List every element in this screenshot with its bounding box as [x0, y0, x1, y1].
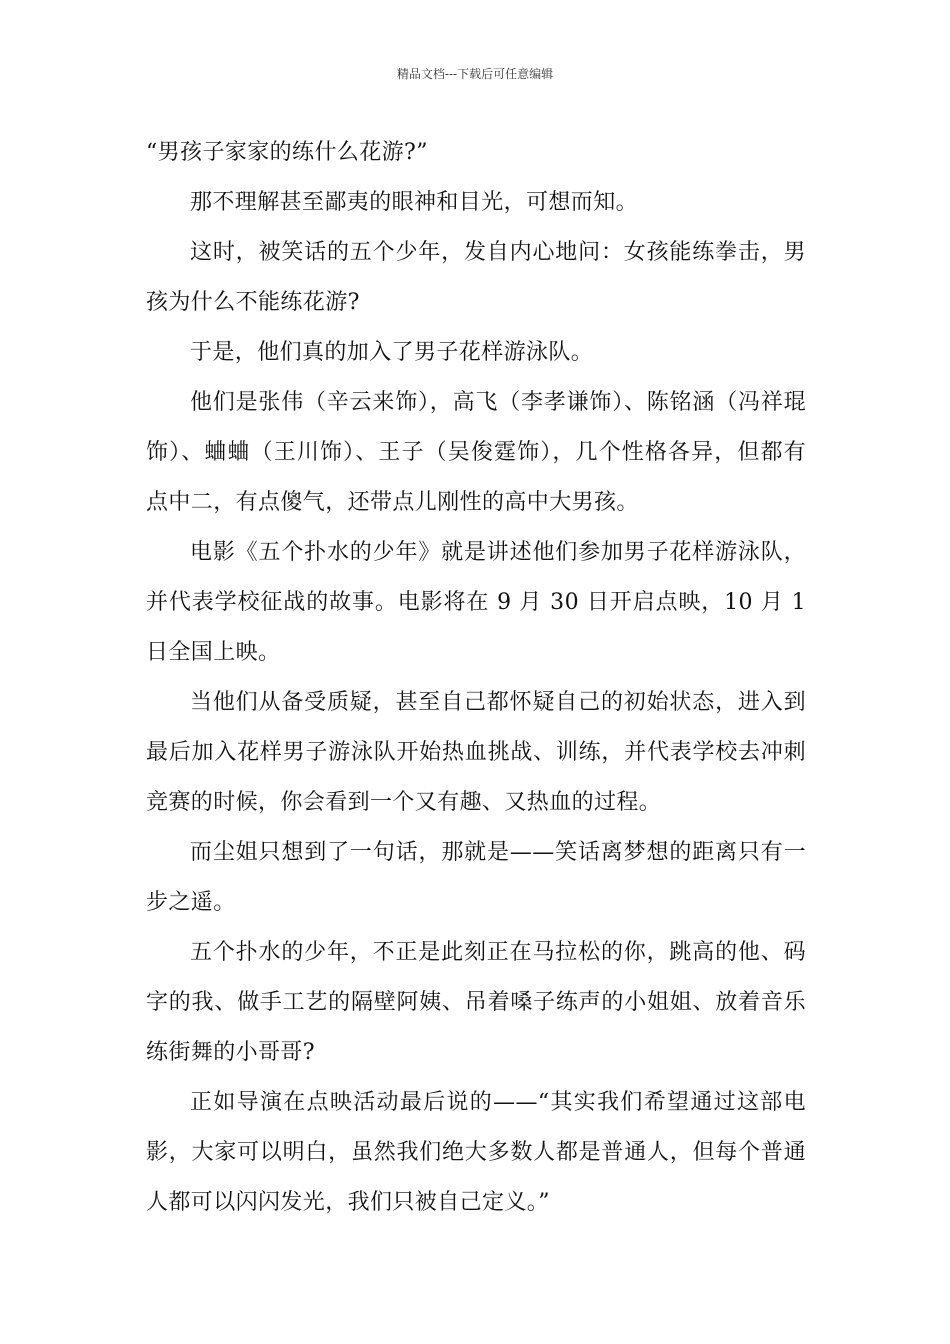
- paragraph: 他们是张伟（辛云来饰），高飞（李孝谦饰）、陈铭涵（冯祥琨饰）、蛐蛐（王川饰）、王子（吴俊霆饰），几个性格各异，但都有点中二，有点傻气，还带点儿刚性的高中大男孩。: [146, 390, 806, 515]
- paragraph: 而尘姐只想到了一句话，那就是——笑话离梦想的距离只有一步之遥。: [146, 840, 806, 915]
- paragraph: 这时，被笑话的五个少年，发自内心地问：女孩能练拳击，男孩为什么不能练花游?: [146, 240, 806, 315]
- paragraph: 于是，他们真的加入了男子花样游泳队。: [190, 340, 594, 365]
- paragraph: 当他们从备受质疑，甚至自己都怀疑自己的初始状态，进入到最后加入花样男子游泳队开始热血挑战、训练，并代表学校去冲刺竞赛的时候，你会看到一个又有趣、又热血的过程。: [146, 690, 806, 815]
- paragraph: 五个扑水的少年，不正是此刻正在马拉松的你，跳高的他、码字的我、做手工艺的隔壁阿姨、吊着嗓子练声的小姐姐、放着音乐练街舞的小哥哥?: [146, 940, 806, 1065]
- page-header: 精品文档---下载后可任意编辑: [396, 67, 554, 81]
- article-body: [146, 128, 806, 1228]
- paragraph: 那不理解甚至鄙夷的眼神和目光，可想而知。: [190, 190, 639, 215]
- paragraph: 正如导演在点映活动最后说的——“其实我们希望通过这部电影，大家可以明白，虽然我们绝大多数人都是普通人，但每个普通人都可以闪闪发光，我们只被自己定义。”: [146, 1090, 806, 1215]
- paragraph-quote: “男孩子家家的练什么花游?”: [146, 140, 428, 165]
- paragraph: 电影《五个扑水的少年》就是讲述他们参加男子花样游泳队，并代表学校征战的故事。电影将在 9 月 30 日开启点映，10 月 1 日全国上映。: [146, 540, 806, 665]
